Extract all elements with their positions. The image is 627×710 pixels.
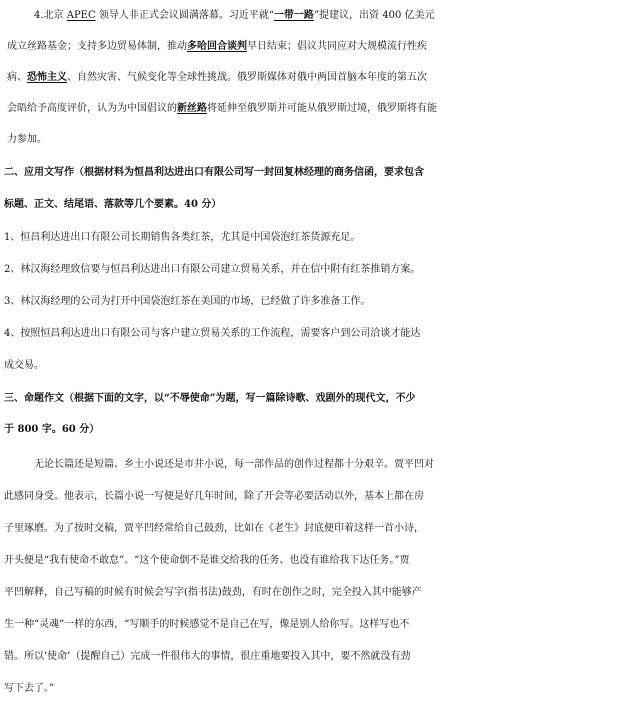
keyword-terrorism: 恐怖主义 — [27, 72, 67, 83]
item4-text: 4.北京 — [34, 10, 67, 21]
keyword-belt-and-road: 一带一路 — [273, 10, 314, 21]
essay-line: 子里琢磨。为了按时交稿，贾平凹经常给自己鼓劲，比如在《老生》封底便印着这样一首小诗， — [4, 523, 424, 534]
item4-line-3 — [0, 62, 627, 93]
section2-point-2: 2、林汉海经理致信要与恒昌利达进出口有限公司建立贸易关系，并在信中附有红茶推销方案。 — [4, 264, 421, 275]
section2-point-4-line-2: 成交易。 — [4, 360, 44, 371]
item4-line-2 — [0, 31, 627, 62]
essay-line: 写下去了。” — [4, 683, 55, 694]
item4-line-4 — [0, 93, 627, 124]
item4-text: 领导人非正式会议圆满落幕。习近平就“ — [95, 10, 274, 21]
section3-heading-line-1: 三、命题作文（根据下面的文字，以“不辱使命”为题，写一篇除诗歌、戏剧外的现代文，不少 — [4, 393, 416, 404]
section2-point-1: 1、恒昌利达进出口有限公司长期销售各类红茶，尤其是中国袋泡红茶货源充足。 — [4, 232, 361, 243]
item4-text: 将延伸至俄罗斯并可能从俄罗斯过境，俄罗斯将有能 — [207, 103, 437, 114]
item4-line-1 — [0, 0, 627, 31]
keyword-new-silk-road: 新丝路 — [177, 103, 207, 114]
section2-heading-line-1: 二、应用文写作（根据材料为恒昌利达进出口有限公司写一封回复林经理的商务信函，要求包含 — [4, 167, 424, 178]
essay-line: 错。所以‘使命’（提醒自己）完成一件很伟大的事情，很庄重地要投入其中，要不然就没有劲 — [4, 651, 411, 662]
item4-text: ”提建议，出资 400 亿美元 — [313, 10, 435, 21]
keyword-apec: APEC — [66, 10, 96, 21]
item4-text: 会晤给予高度评价，认为为中国倡议的 — [7, 103, 177, 114]
item4-text: 、自然灾害、气候变化等全球性挑战。俄罗斯媒体对俄中两国首脑本年度的第五次 — [67, 72, 427, 83]
section2-point-3: 3、林汉海经理的公司为打开中国袋泡红茶在美国的市场，已经做了许多准备工作。 — [4, 296, 371, 307]
item4-text: 早日结束；倡议共同应对大规模流行性疾 — [247, 41, 427, 52]
essay-line: 开头便是“我有使命不敢怠”。“这个使命倒不是谁交给我的任务、也没有谁给我下达任务。”贾 — [4, 555, 410, 566]
item4-text: 力参加。 — [7, 134, 47, 145]
item4-text: 病、 — [7, 72, 27, 83]
essay-line: 无论长篇还是短篇、乡土小说还是市井小说，每一部作品的创作过程都十分艰辛。贾平凹对 — [34, 459, 434, 470]
item4-text: 成立丝路基金；支持多边贸易体制，推动 — [7, 41, 187, 52]
section3-heading-line-2: 于 800 字。60 分） — [4, 424, 100, 435]
item4-line-5 — [0, 124, 627, 155]
essay-line: 平凹解释，自己写稿的时候有时候会写字(指书法)鼓劲，有时在创作之时，完全投入其中能够产 — [4, 587, 422, 598]
keyword-doha-round: 多哈回合谈判 — [187, 41, 247, 52]
essay-line: 生一种“灵魂”一样的东西，“写顺手的时候感觉不是自己在写，像是别人给你写。这样写也不 — [4, 619, 410, 630]
section2-heading-line-2: 标题、正文、结尾语、落款等几个要素。40 分） — [4, 199, 222, 210]
essay-line: 此感同身受。他表示，长篇小说一写便是好几年时间，除了开会等必要活动以外，基本上都在房 — [4, 491, 424, 502]
section2-point-4-line-1: 4、按照恒昌利达进出口有限公司与客户建立贸易关系的工作流程，需要客户到公司洽谈才能达 — [4, 328, 421, 339]
